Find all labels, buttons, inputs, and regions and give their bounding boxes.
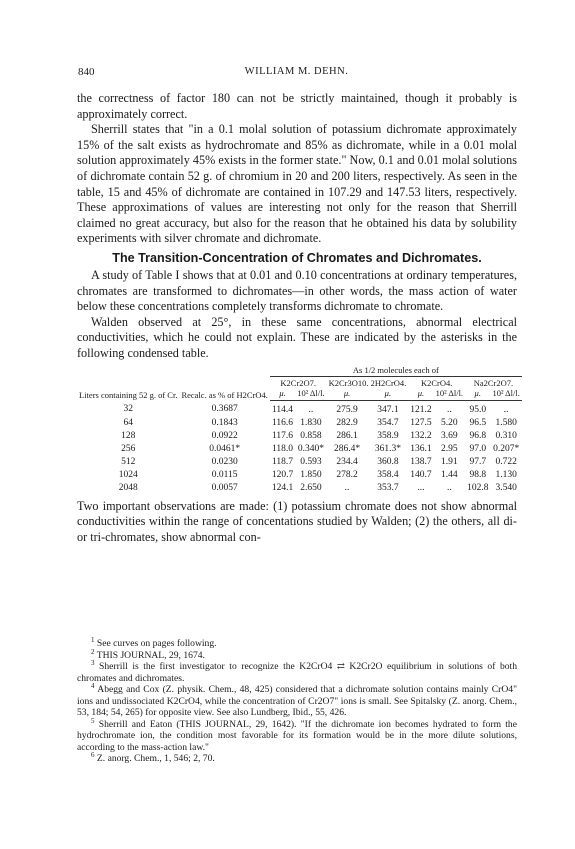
- table-row: [77, 482, 522, 495]
- sub-header: 10² Δl/l.: [434, 388, 465, 401]
- page-header: [78, 66, 515, 82]
- table-cell: 358.4: [377, 469, 399, 480]
- sub-header: μ.: [327, 388, 368, 401]
- table-row: [77, 430, 522, 443]
- table-cell: 1.130: [495, 469, 517, 480]
- table-cell: 0.0461*: [209, 443, 241, 454]
- table-caption: As 1/2 molecules each of: [352, 364, 439, 375]
- group-header: Na2Cr2O7.: [465, 376, 522, 388]
- table-cell: 98.8: [469, 469, 487, 480]
- table-cell: 121.2: [410, 404, 432, 415]
- footnote: $^6$ Z. anorg. Chem., 1, 546; 2, 70.: [91, 750, 215, 764]
- table-row: [77, 417, 522, 430]
- table-cell: 118.0: [272, 443, 294, 454]
- footnote-text: Sherrill is the first investigator to recognize the K2CrO4 ⇄ K2Cr2O equilibrium in solutions of both chromates and dichromates.: [77, 661, 518, 684]
- paragraph: Two important observations are made: (1) potassium chromate does not show abnormal conductivities within the range of concentations studied by Walden; (2) the others, all di- or tri-chromates, show abnormal con-: [77, 498, 517, 544]
- table-cell: ..: [308, 404, 314, 415]
- table-cell: 512: [121, 456, 136, 467]
- table-cell: 3.69: [441, 430, 458, 441]
- table-cell: 120.7: [271, 469, 294, 480]
- table-cell: 0.0057: [211, 482, 238, 493]
- page-number: 840: [78, 66, 95, 78]
- table-cell: 2.95: [441, 443, 458, 454]
- table-cell: 118.7: [272, 456, 294, 467]
- table-cell: ..: [446, 404, 452, 415]
- table-cell: 1.44: [441, 469, 458, 480]
- table-cell: 2048: [118, 482, 138, 493]
- conductivity-table: [77, 364, 522, 495]
- table-cell: 96.8: [469, 430, 487, 441]
- table-cell: 347.1: [377, 404, 399, 415]
- table-cell: 0.593: [300, 456, 322, 467]
- table-cell: 128: [121, 430, 136, 441]
- table-cell: 0.722: [495, 456, 517, 467]
- table-cell: 361.3*: [374, 443, 401, 454]
- running-head: WILLIAM M. DEHN.: [244, 66, 349, 77]
- sub-header: μ.: [408, 388, 433, 401]
- footnote-text: THIS JOURNAL, 29, 1674.: [96, 649, 205, 661]
- table-cell: 0.310: [495, 430, 517, 441]
- table-cell: 127.5: [410, 417, 432, 428]
- table-cell: 136.1: [410, 443, 432, 454]
- table-cell: ..: [446, 482, 452, 493]
- table-cell: 140.7: [410, 469, 432, 480]
- paragraph: Sherrill states that "in a 0.1 molal solution of potassium dichromate approximately 15% of the salt exists as hydrochromate and 85% as dichromate, while in a 0.01 molal solution approximately 45% exists in the former state." Now, 0.1 and 0.01 molal solutions of dichromate contain 52 g. of chromium in 20 and 200 liters, respectively. As seen in the table, 15 and 45% of dichromate are contained in 107.29 and 147.53 liters, respectively. These approximations of values are interesting not only for the reason that Sherrill claimed no great accuracy, but also for the reason that he obtained his data by solubility experiments with silver chromate and dichromate.: [77, 122, 517, 246]
- paragraph: Walden observed at 25°, in these same concentrations, abnormal electrical conductivities, which he could not explain. These are indicated by the asterisks in the following condensed table.: [77, 314, 517, 360]
- table-cell: 132.2: [410, 430, 432, 441]
- table-cell: 5.20: [441, 417, 458, 428]
- footnote: $^2$ THIS JOURNAL, 29, 1674.: [91, 647, 205, 661]
- table-cell: 0.1843: [211, 417, 238, 428]
- table-cell: 138.7: [410, 456, 432, 467]
- table-cell: 282.9: [336, 417, 358, 428]
- group-header: K2Cr2O7.: [270, 376, 327, 388]
- col-recalc: Recalc. as % of H2CrO4.: [181, 390, 268, 400]
- footnote: $^4$ Abegg and Cox (Z. physik. Chem., 48, 425) considered that a dichromate solution contains mainly CrO4" ions and undissociated K2CrO4, while the concentration of Cr2O7" ions is small. See Spitalsky (Z. anorg. Chem., 53, 184; 54, 265) for opposite view. See also Lundberg, Ibid., 55, 426.: [77, 681, 518, 718]
- table-cell: 1.580: [495, 417, 517, 428]
- table-cell: 234.4: [336, 456, 358, 467]
- table-cell: 0.0230: [211, 456, 238, 467]
- table-cell: 1.91: [441, 456, 458, 467]
- footnote-text: See curves on pages following.: [96, 638, 217, 649]
- table-header-groups: [77, 376, 522, 388]
- table-cell: 0.0115: [211, 469, 238, 480]
- footnotes: [77, 635, 518, 765]
- table-cell: 286.4*: [333, 443, 361, 454]
- footnote-text: Z. anorg. Chem., 1, 546; 2, 70.: [96, 753, 215, 764]
- table-cell: 0.340*: [297, 443, 324, 454]
- table-cell: 97.7: [469, 456, 487, 467]
- paragraph: the correctness of factor 180 can not be strictly maintained, though it probably is approximately correct.: [77, 91, 517, 121]
- table-cell: 360.8: [377, 456, 399, 467]
- table-cell: 0.0922: [211, 430, 238, 441]
- table-cell: 1.830: [300, 417, 322, 428]
- table-row: [77, 469, 522, 482]
- table-cell: 96.5: [469, 417, 487, 428]
- group-header: K2Cr3O10. 2H2CrO4.: [328, 377, 407, 388]
- body-text: [77, 91, 520, 545]
- table-row: [77, 400, 522, 417]
- table-body: [77, 400, 522, 495]
- footnote-text: Sherrill and Eaton (THIS JOURNAL, 29, 1642). "If the dichromate ion becomes hydrated to form the hydrochromate ion, the condition most favorable for its formation would be in the more dilute solutions, according to the mass-action law.": [77, 718, 517, 753]
- table-caption-row: [77, 364, 522, 377]
- section-title: The Transition-Concentration of Chromates and Dichromates.: [112, 250, 482, 265]
- table-cell: 278.2: [336, 469, 358, 480]
- sub-header: 10² Δl/l.: [295, 388, 326, 401]
- table-cell: 102.8: [467, 482, 489, 493]
- paragraph: A study of Table I shows that at 0.01 and 0.10 concentrations at ordinary temperatures, chromates are transformed to dichromates—in other words, the mass action of water below these concentrations completely transforms dichromate to chromate.: [77, 267, 517, 314]
- table-cell: 0.3687: [211, 404, 238, 415]
- table-cell: ..: [344, 482, 350, 493]
- table-row: [77, 456, 522, 469]
- footnote: $^5$ Sherrill and Eaton (THIS JOURNAL, 29, 1642). "If the dichromate ion becomes hydrated to form the hydrochromate ion, the condition most favorable for its formation would be in the more dilute solutions, according to the mass-action law.": [77, 716, 517, 753]
- table-cell: ..: [503, 404, 509, 415]
- table-cell: 354.7: [377, 417, 399, 428]
- table-cell: 3.540: [495, 482, 517, 493]
- table-cell: 0.858: [300, 430, 322, 441]
- table-cell: 114.4: [272, 404, 294, 415]
- sub-header: 10² Δl/l.: [490, 388, 521, 401]
- table-cell: 1.850: [300, 469, 322, 480]
- footnote: $^1$ See curves on pages following.: [91, 635, 217, 649]
- table-cell: 116.6: [272, 417, 294, 428]
- table-row: [77, 443, 522, 456]
- table-cell: 95.0: [469, 404, 487, 415]
- table-cell: 117.6: [272, 430, 294, 441]
- table-cell: 256: [121, 443, 136, 454]
- table-cell: ...: [417, 482, 425, 493]
- table-cell: 32: [123, 404, 133, 415]
- table-cell: 1024: [118, 469, 138, 480]
- group-header: K2CrO4.: [408, 376, 465, 388]
- footnote: $^3$ Sherrill is the first investigator to recognize the K2CrO4 ⇄ K2Cr2O equilibrium in solutions of both chromates and dichromates.: [77, 658, 518, 684]
- table-cell: 2.650: [300, 482, 322, 493]
- sub-header: μ.: [367, 388, 408, 401]
- table-cell: 353.7: [377, 482, 399, 493]
- table-cell: 0.207*: [493, 443, 520, 454]
- sub-header: μ.: [270, 388, 295, 401]
- table-cell: 358.9: [377, 430, 399, 441]
- table-cell: 97.0: [469, 443, 487, 454]
- footnote-text: Abegg and Cox (Z. physik. Chem., 48, 425) considered that a dichromate solution contains mainly CrO4" ions and undissociated K2CrO4, while the concentration of Cr2O7" ions is small. See Spitalsky (Z. anorg. Chem., 53, 184; 54, 265) for opposite view. See also Lundberg, Ibid., 55, 426.: [77, 684, 518, 718]
- col-liters: Liters containing 52 g. of Cr.: [79, 390, 178, 400]
- table-cell: 64: [123, 417, 133, 428]
- table-cell: 286.1: [336, 430, 358, 441]
- sub-header: μ.: [465, 388, 490, 401]
- table-cell: 124.1: [271, 482, 294, 493]
- table-cell: 275.9: [336, 404, 358, 415]
